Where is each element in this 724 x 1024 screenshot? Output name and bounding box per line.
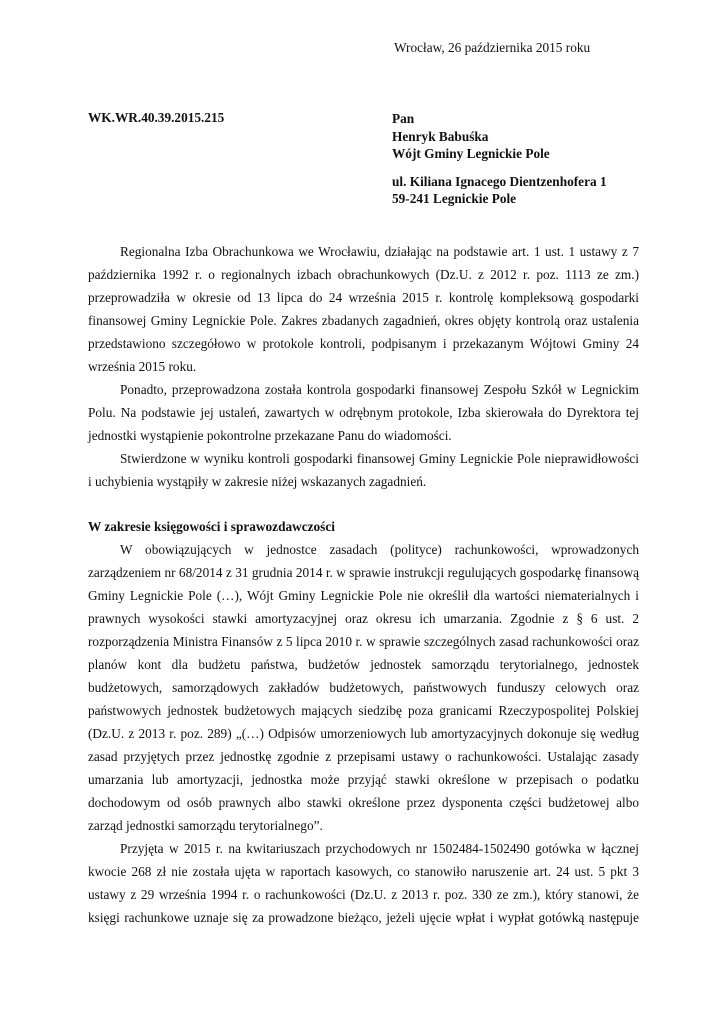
- paragraph-accounting-policy: W obowiązujących w jednostce zasadach (polityce) rachunkowości, wprowadzonych zarządzeniem nr 68/2014 z 31 grudnia 2014 r. w sprawie instrukcji regulujących gospodarkę finansową Gminy Legnickie Pole (…), Wójt Gminy Legnickie Pole nie określił dla wartości niematerialnych i prawnych wysokości stawki amortyzacyjnej oraz okresu ich umarzania. Zgodnie z § 6 ust. 2 rozporządzenia Ministra Finansów z 5 lipca 2010 r. w sprawie szczególnych zasad rachunkowości oraz planów kont dla budżetu państwa, budżetów jednostek samorządu terytorialnego, jednostek budżetowych, samorządowych zakładów budżetowych, państwowych funduszy celowych oraz państwowych jednostek budżetowych mających siedzibę poza granicami Rzeczypospolitej Polskiej (Dz.U. z 2013 r. poz. 289) „(…) Odpisów umorzeniowych lub amortyzacyjnych dokonuje się według zasad przyjętych przez jednostkę zgodnie z przepisami ustawy o rachunkowości. Ustalając zasady umarzania lub amortyzacji, jednostka może przyjąć stawki określone w przepisach o podatku dochodowym od osób prawnych albo stawki określone przez dysponenta części budżetowej albo zarząd jednostki samorządu terytorialnego”.: [88, 542, 639, 833]
- paragraph-findings-intro: Stwierdzone w wyniku kontroli gospodarki finansowej Gminy Legnickie Pole nieprawidłowości i uchybienia wystąpiły w zakresie niżej wskazanych zagadnień.: [88, 451, 639, 489]
- recipient-position: Wójt Gminy Legnickie Pole: [392, 146, 550, 161]
- paragraph-cash-receipts: Przyjęta w 2015 r. na kwitariuszach przychodowych nr 1502484-1502490 gotówka w łącznej kwocie 268 zł nie została ujęta w raportach kasowych, co stanowiło naruszenie art. 24 ust. 5 pkt 3 ustawy z 29 września 1994 r. o rachunkowości (Dz.U. z 2013 r. poz. 330 ze zm.), który stanowi, że księgi rachunkowe uznaje się za prowadzone bieżąco, jeżeli ujęcie wpłat i wypłat gotówką następuje: [88, 841, 639, 925]
- recipient-postal-city: 59-241 Legnickie Pole: [392, 191, 517, 206]
- recipient-block: [392, 110, 607, 208]
- recipient-salutation: Pan: [392, 111, 415, 126]
- place-date: Wrocław, 26 października 2015 roku: [394, 40, 591, 55]
- letter-body: [88, 240, 639, 929]
- recipient-name: Henryk Babuśka: [392, 128, 489, 144]
- paragraph-school-audit: Ponadto, przeprowadzona została kontrola gospodarki finansowej Zespołu Szkół w Legnickim Polu. Na podstawie jej ustaleń, zawartych w odrębnym protokole, Izba skierowała do Dyrektora tej jednostki wystąpienie pokontrolne przekazane Panu do wiadomości.: [88, 382, 639, 443]
- paragraph-intro: Regionalna Izba Obrachunkowa we Wrocławiu, działając na podstawie art. 1 ust. 1 ustawy z 7 października 1992 r. o regionalnych izbach obrachunkowych (Dz.U. z 2012 r. poz. 1113 ze zm.) przeprowadziła w okresie od 13 lipca do 24 września 2015 r. kontrolę kompleksową gospodarki finansowej Gminy Legnickie Pole. Zakres zbadanych zagadnień, okres objęty kontrolą oraz ustalenia przedstawiono szczegółowo w protokole kontroli, podpisanym i przekazanym Wójtowi Gminy 24 września 2015 roku.: [88, 244, 639, 374]
- section-heading: W zakresie księgowości i sprawozdawczości: [88, 519, 335, 534]
- reference-number: WK.WR.40.39.2015.215: [88, 110, 225, 125]
- recipient-street: ul. Kiliana Ignacego Dientzenhofera 1: [392, 173, 607, 189]
